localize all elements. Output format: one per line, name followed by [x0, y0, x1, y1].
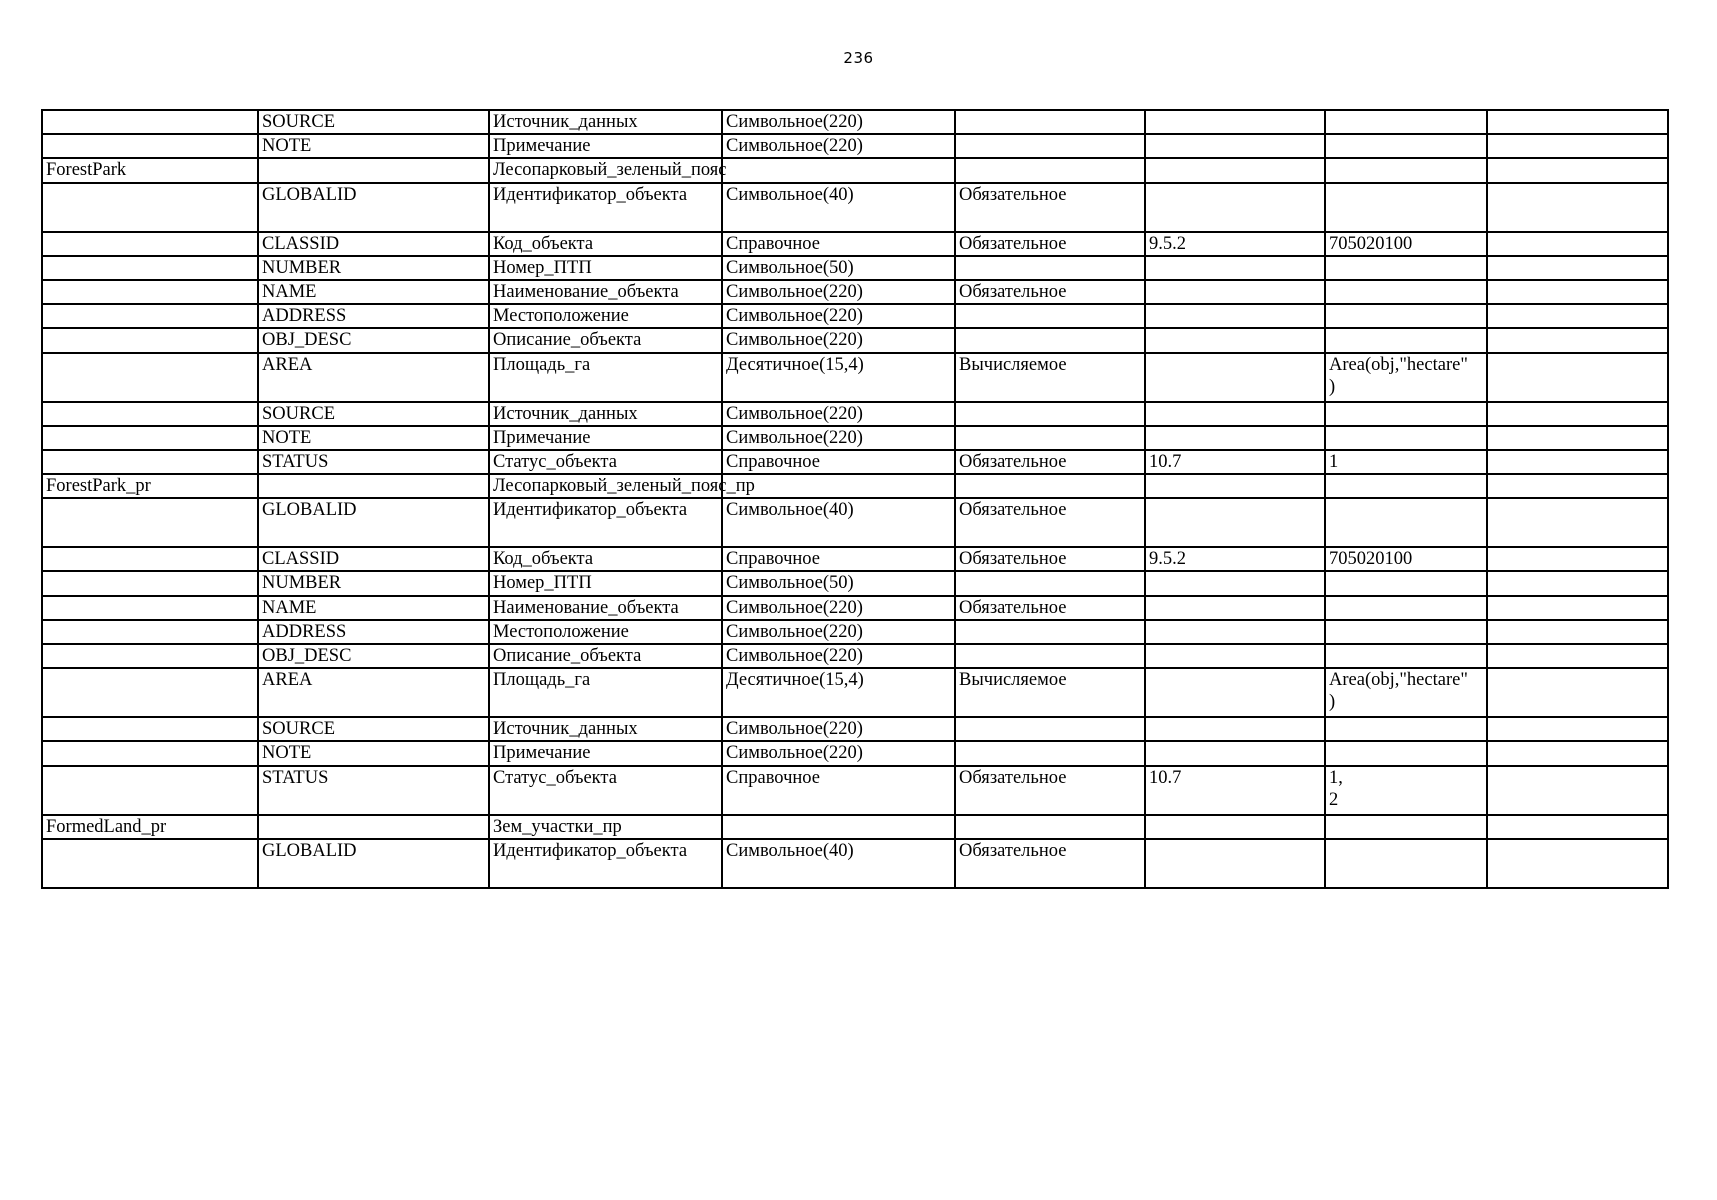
table-row [42, 280, 1668, 304]
data-type-cell: Символьное(50) [722, 256, 955, 280]
reference-code-cell [1145, 644, 1325, 668]
table-row [42, 741, 1668, 765]
requirement-cell [955, 815, 1145, 839]
field-alias-cell: Идентификатор_объекта [489, 183, 722, 232]
extra-cell [1487, 256, 1668, 280]
value-cell: 1, 2 [1325, 766, 1487, 815]
value-cell: 1 [1325, 450, 1487, 474]
data-type-cell: Символьное(220) [722, 426, 955, 450]
layer-name-cell [42, 839, 258, 888]
table-row [42, 717, 1668, 741]
extra-cell [1487, 402, 1668, 426]
reference-code-cell [1145, 426, 1325, 450]
reference-code-cell [1145, 815, 1325, 839]
field-alias-cell: Примечание [489, 134, 722, 158]
requirement-cell: Обязательное [955, 232, 1145, 256]
requirement-cell: Обязательное [955, 766, 1145, 815]
reference-code-cell [1145, 183, 1325, 232]
value-cell [1325, 256, 1487, 280]
field-name-cell: OBJ_DESC [258, 328, 489, 352]
extra-cell [1487, 280, 1668, 304]
reference-code-cell: 10.7 [1145, 450, 1325, 474]
extra-cell [1487, 741, 1668, 765]
field-name-cell: NOTE [258, 134, 489, 158]
reference-code-cell [1145, 596, 1325, 620]
layer-name-cell: FormedLand_pr [42, 815, 258, 839]
table-row [42, 498, 1668, 547]
value-cell: 705020100 [1325, 232, 1487, 256]
extra-cell [1487, 232, 1668, 256]
requirement-cell: Обязательное [955, 280, 1145, 304]
value-cell [1325, 110, 1487, 134]
layer-name-cell [42, 766, 258, 815]
field-name-cell: OBJ_DESC [258, 644, 489, 668]
layer-name-cell [42, 280, 258, 304]
layer-name-cell [42, 353, 258, 402]
table-row [42, 766, 1668, 815]
layer-name-cell [42, 620, 258, 644]
table-row [42, 158, 1668, 182]
value-cell: Area(obj,"hectare" ) [1325, 668, 1487, 717]
layer-name-cell: ForestPark [42, 158, 258, 182]
table-row [42, 644, 1668, 668]
reference-code-cell [1145, 668, 1325, 717]
requirement-cell [955, 328, 1145, 352]
requirement-cell [955, 474, 1145, 498]
extra-cell [1487, 158, 1668, 182]
extra-cell [1487, 328, 1668, 352]
field-name-cell: SOURCE [258, 110, 489, 134]
value-cell [1325, 474, 1487, 498]
requirement-cell: Обязательное [955, 498, 1145, 547]
data-type-cell: Символьное(220) [722, 328, 955, 352]
requirement-cell [955, 717, 1145, 741]
value-cell [1325, 134, 1487, 158]
field-name-cell: NAME [258, 280, 489, 304]
extra-cell [1487, 668, 1668, 717]
extra-cell [1487, 620, 1668, 644]
extra-cell [1487, 474, 1668, 498]
data-type-cell: Символьное(220) [722, 644, 955, 668]
table-row [42, 571, 1668, 595]
data-type-cell: Справочное [722, 450, 955, 474]
field-alias-cell: Код_объекта [489, 232, 722, 256]
field-alias-cell: Описание_объекта [489, 644, 722, 668]
data-type-cell: Символьное(220) [722, 741, 955, 765]
data-type-cell: Символьное(220) [722, 134, 955, 158]
reference-code-cell [1145, 304, 1325, 328]
layer-name-cell [42, 134, 258, 158]
field-alias-cell: Площадь_га [489, 353, 722, 402]
value-cell [1325, 717, 1487, 741]
data-type-cell: Справочное [722, 547, 955, 571]
value-cell [1325, 402, 1487, 426]
field-alias-cell: Статус_объекта [489, 766, 722, 815]
extra-cell [1487, 547, 1668, 571]
layer-name-cell [42, 426, 258, 450]
field-name-cell: CLASSID [258, 232, 489, 256]
field-name-cell: STATUS [258, 450, 489, 474]
extra-cell [1487, 717, 1668, 741]
attribute-table [41, 109, 1669, 889]
value-cell [1325, 815, 1487, 839]
reference-code-cell [1145, 402, 1325, 426]
data-type-cell [722, 158, 955, 182]
extra-cell [1487, 110, 1668, 134]
reference-code-cell [1145, 498, 1325, 547]
field-alias-cell: Наименование_объекта [489, 280, 722, 304]
data-type-cell: Символьное(50) [722, 571, 955, 595]
field-name-cell: ADDRESS [258, 620, 489, 644]
field-name-cell: ADDRESS [258, 304, 489, 328]
extra-cell [1487, 450, 1668, 474]
data-type-cell: Символьное(220) [722, 596, 955, 620]
field-name-cell: GLOBALID [258, 839, 489, 888]
field-name-cell: GLOBALID [258, 498, 489, 547]
table-row [42, 547, 1668, 571]
table-row [42, 668, 1668, 717]
field-name-cell: GLOBALID [258, 183, 489, 232]
field-alias-cell: Номер_ПТП [489, 256, 722, 280]
table-row [42, 620, 1668, 644]
field-alias-cell: Примечание [489, 426, 722, 450]
requirement-cell: Обязательное [955, 450, 1145, 474]
extra-cell [1487, 353, 1668, 402]
field-name-cell [258, 158, 489, 182]
requirement-cell [955, 426, 1145, 450]
value-cell [1325, 596, 1487, 620]
page-number: 236 [843, 49, 874, 67]
field-alias-cell: Местоположение [489, 304, 722, 328]
field-alias-cell: Идентификатор_объекта [489, 498, 722, 547]
reference-code-cell: 10.7 [1145, 766, 1325, 815]
data-type-cell [722, 815, 955, 839]
table-body [42, 110, 1668, 888]
reference-code-cell [1145, 839, 1325, 888]
table-row [42, 426, 1668, 450]
requirement-cell: Обязательное [955, 183, 1145, 232]
layer-name-cell [42, 596, 258, 620]
table-row [42, 474, 1668, 498]
table-row [42, 110, 1668, 134]
layer-name-cell [42, 644, 258, 668]
value-cell: Area(obj,"hectare" ) [1325, 353, 1487, 402]
requirement-cell: Вычисляемое [955, 668, 1145, 717]
layer-name-cell [42, 450, 258, 474]
table-row [42, 450, 1668, 474]
field-alias-cell: Статус_объекта [489, 450, 722, 474]
field-name-cell [258, 815, 489, 839]
requirement-cell [955, 158, 1145, 182]
table-row [42, 839, 1668, 888]
reference-code-cell [1145, 741, 1325, 765]
field-name-cell: NOTE [258, 426, 489, 450]
layer-name-cell [42, 547, 258, 571]
field-name-cell: SOURCE [258, 717, 489, 741]
table-row [42, 596, 1668, 620]
extra-cell [1487, 766, 1668, 815]
data-type-cell: Символьное(220) [722, 402, 955, 426]
extra-cell [1487, 596, 1668, 620]
requirement-cell: Обязательное [955, 547, 1145, 571]
reference-code-cell [1145, 571, 1325, 595]
layer-name-cell [42, 304, 258, 328]
table-row [42, 304, 1668, 328]
layer-name-cell [42, 402, 258, 426]
requirement-cell [955, 741, 1145, 765]
field-name-cell: NAME [258, 596, 489, 620]
value-cell [1325, 620, 1487, 644]
data-type-cell: Символьное(220) [722, 110, 955, 134]
reference-code-cell [1145, 158, 1325, 182]
reference-code-cell: 9.5.2 [1145, 232, 1325, 256]
field-name-cell [258, 474, 489, 498]
layer-name-cell [42, 717, 258, 741]
layer-name-cell [42, 498, 258, 547]
reference-code-cell [1145, 280, 1325, 304]
extra-cell [1487, 426, 1668, 450]
requirement-cell [955, 110, 1145, 134]
layer-name-cell [42, 328, 258, 352]
table-row [42, 815, 1668, 839]
value-cell [1325, 839, 1487, 888]
data-type-cell: Символьное(40) [722, 839, 955, 888]
extra-cell [1487, 815, 1668, 839]
extra-cell [1487, 183, 1668, 232]
extra-cell [1487, 644, 1668, 668]
value-cell [1325, 571, 1487, 595]
layer-name-cell [42, 110, 258, 134]
field-name-cell: AREA [258, 668, 489, 717]
extra-cell [1487, 134, 1668, 158]
field-alias-cell: Наименование_объекта [489, 596, 722, 620]
reference-code-cell [1145, 474, 1325, 498]
layer-name-cell [42, 668, 258, 717]
reference-code-cell [1145, 134, 1325, 158]
requirement-cell [955, 571, 1145, 595]
data-type-cell: Символьное(220) [722, 620, 955, 644]
field-alias-cell: Источник_данных [489, 402, 722, 426]
requirement-cell [955, 402, 1145, 426]
requirement-cell [955, 620, 1145, 644]
extra-cell [1487, 498, 1668, 547]
requirement-cell: Обязательное [955, 596, 1145, 620]
field-name-cell: NOTE [258, 741, 489, 765]
field-alias-cell: Описание_объекта [489, 328, 722, 352]
requirement-cell: Обязательное [955, 839, 1145, 888]
requirement-cell [955, 134, 1145, 158]
field-alias-cell: Лесопарковый_зеленый_пояс [489, 158, 722, 182]
requirement-cell [955, 304, 1145, 328]
field-alias-cell: Источник_данных [489, 717, 722, 741]
value-cell [1325, 328, 1487, 352]
value-cell [1325, 741, 1487, 765]
field-name-cell: AREA [258, 353, 489, 402]
value-cell [1325, 426, 1487, 450]
value-cell [1325, 498, 1487, 547]
value-cell [1325, 644, 1487, 668]
data-type-cell: Символьное(220) [722, 717, 955, 741]
extra-cell [1487, 839, 1668, 888]
layer-name-cell [42, 256, 258, 280]
field-alias-cell: Местоположение [489, 620, 722, 644]
field-name-cell: CLASSID [258, 547, 489, 571]
value-cell [1325, 280, 1487, 304]
reference-code-cell [1145, 717, 1325, 741]
data-type-cell: Символьное(220) [722, 304, 955, 328]
layer-name-cell: ForestPark_pr [42, 474, 258, 498]
data-type-cell: Справочное [722, 766, 955, 815]
data-type-cell: Справочное [722, 232, 955, 256]
data-type-cell: Символьное(40) [722, 498, 955, 547]
reference-code-cell [1145, 620, 1325, 644]
field-alias-cell: Зем_участки_пр [489, 815, 722, 839]
table-row [42, 134, 1668, 158]
value-cell [1325, 183, 1487, 232]
value-cell: 705020100 [1325, 547, 1487, 571]
data-type-cell: Десятичное(15,4) [722, 668, 955, 717]
reference-code-cell [1145, 110, 1325, 134]
table-row [42, 232, 1668, 256]
table-row [42, 353, 1668, 402]
field-name-cell: STATUS [258, 766, 489, 815]
data-type-cell: Символьное(40) [722, 183, 955, 232]
layer-name-cell [42, 183, 258, 232]
data-type-cell: Десятичное(15,4) [722, 353, 955, 402]
table-row [42, 402, 1668, 426]
extra-cell [1487, 304, 1668, 328]
table-row [42, 256, 1668, 280]
value-cell [1325, 304, 1487, 328]
field-name-cell: NUMBER [258, 256, 489, 280]
table-row [42, 183, 1668, 232]
extra-cell [1487, 571, 1668, 595]
data-type-cell: Символьное(220) [722, 280, 955, 304]
field-alias-cell: Примечание [489, 741, 722, 765]
requirement-cell: Вычисляемое [955, 353, 1145, 402]
data-type-cell [722, 474, 955, 498]
field-alias-cell: Лесопарковый_зеленый_пояс_пр [489, 474, 722, 498]
field-alias-cell: Площадь_га [489, 668, 722, 717]
reference-code-cell: 9.5.2 [1145, 547, 1325, 571]
field-alias-cell: Источник_данных [489, 110, 722, 134]
reference-code-cell [1145, 353, 1325, 402]
field-alias-cell: Номер_ПТП [489, 571, 722, 595]
layer-name-cell [42, 571, 258, 595]
layer-name-cell [42, 741, 258, 765]
value-cell [1325, 158, 1487, 182]
table-row [42, 328, 1668, 352]
reference-code-cell [1145, 256, 1325, 280]
field-name-cell: NUMBER [258, 571, 489, 595]
field-name-cell: SOURCE [258, 402, 489, 426]
requirement-cell [955, 644, 1145, 668]
layer-name-cell [42, 232, 258, 256]
reference-code-cell [1145, 328, 1325, 352]
field-alias-cell: Код_объекта [489, 547, 722, 571]
field-alias-cell: Идентификатор_объекта [489, 839, 722, 888]
requirement-cell [955, 256, 1145, 280]
